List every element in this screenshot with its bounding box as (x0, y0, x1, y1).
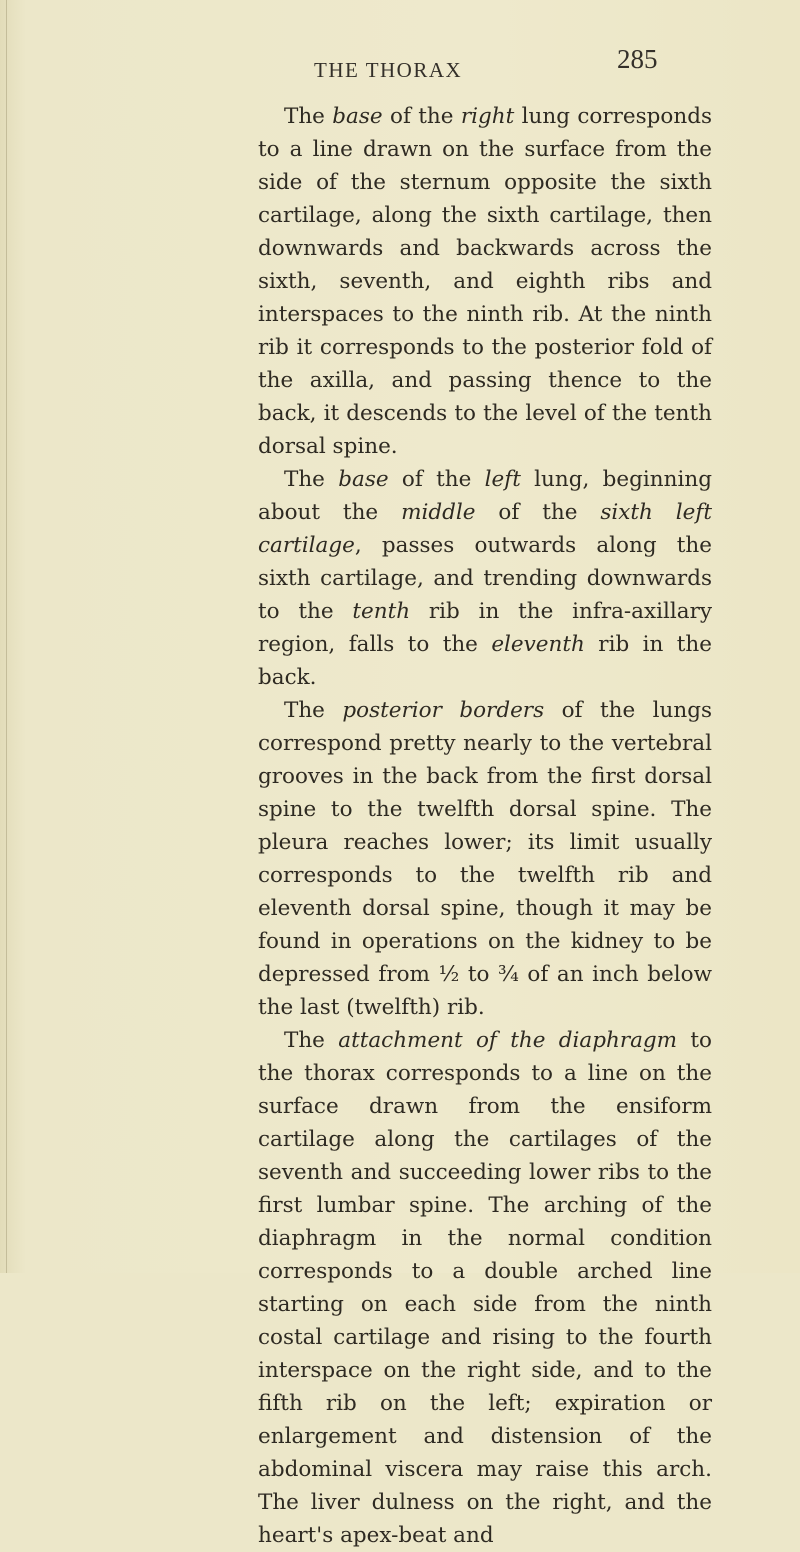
text-segment-italic: attachment of the diaphragm (338, 1028, 678, 1053)
paragraph-left-lung-base (258, 463, 712, 694)
text-segment: of the (475, 500, 601, 525)
text-segment: lung, beginning about the (258, 467, 712, 525)
body-text (258, 100, 712, 1552)
text-segment: lung corresponds to a line drawn on the surface from the side of the sternum opposite the sixth cartilage, along the sixth cartilage, then downwards and backwards across the sixth, seventh, and eighth ribs and interspaces to the ninth rib. At the ninth rib it corresponds to the posterior fold of the axilla, and passing thence to the back, it descends to the level of the tenth dorsal spine. (258, 104, 713, 459)
text-segment-italic: left (484, 467, 521, 492)
text-segment-italic: posterior borders (342, 698, 545, 723)
page-binding-edge (6, 0, 7, 1273)
text-segment: The (284, 1028, 339, 1053)
text-segment: The (284, 698, 343, 723)
text-segment: of the (382, 104, 461, 129)
text-segment: of an inch below the last (twelfth) rib. (258, 962, 712, 1020)
text-segment: rib in the back. (258, 632, 712, 690)
text-segment-italic: middle (401, 500, 476, 525)
text-segment-italic: tenth (352, 599, 411, 624)
text-segment-italic: eleventh (491, 632, 585, 657)
text-segment-italic: sixth left cartilage (258, 500, 712, 558)
text-segment: The (284, 104, 333, 129)
paragraph-posterior-borders (258, 694, 712, 1024)
text-segment: rib in the infra-axillary region, falls to the (258, 599, 712, 657)
text-segment: , passes outwards along the sixth cartilage, and trending downwards to the (258, 533, 712, 624)
page-number: 285 (617, 44, 658, 74)
text-segment: to the thorax corresponds to a line on the surface drawn from the ensiform cartilage along the cartilages of the seventh and succeeding lower ribs to the first lumbar spine. The arching of the diaphragm in the normal condition corresponds to a double arched line starting on each side from the ninth costal cartilage and rising to the fourth interspace on the right side, and to the fifth rib on the left; expiration or enlargement and distension of the abdominal viscera may raise this arch. The liver dulness on the right, and the heart's apex-beat and (258, 1028, 712, 1548)
text-segment: to (459, 962, 499, 987)
text-segment: of the lungs correspond pretty nearly to the vertebral grooves in the back from the first dorsal spine to the twelfth dorsal spine. The pleura reaches lower; its limit usually corresponds to the twelfth rib and eleventh dorsal spine, though it may be found in operations on the kidney to be depressed from (258, 698, 712, 987)
paragraph-diaphragm (258, 1024, 712, 1552)
text-segment-italic: base (338, 467, 389, 492)
fraction-three-quarters: ¾ (498, 962, 519, 987)
text-segment: The (284, 467, 339, 492)
paragraph-right-lung-base (258, 100, 712, 463)
text-segment-italic: right (460, 104, 515, 129)
text-segment-italic: base (332, 104, 383, 129)
text-segment: of the (388, 467, 485, 492)
fraction-half: ½ (438, 962, 460, 987)
running-head: THE THORAX (314, 58, 463, 82)
